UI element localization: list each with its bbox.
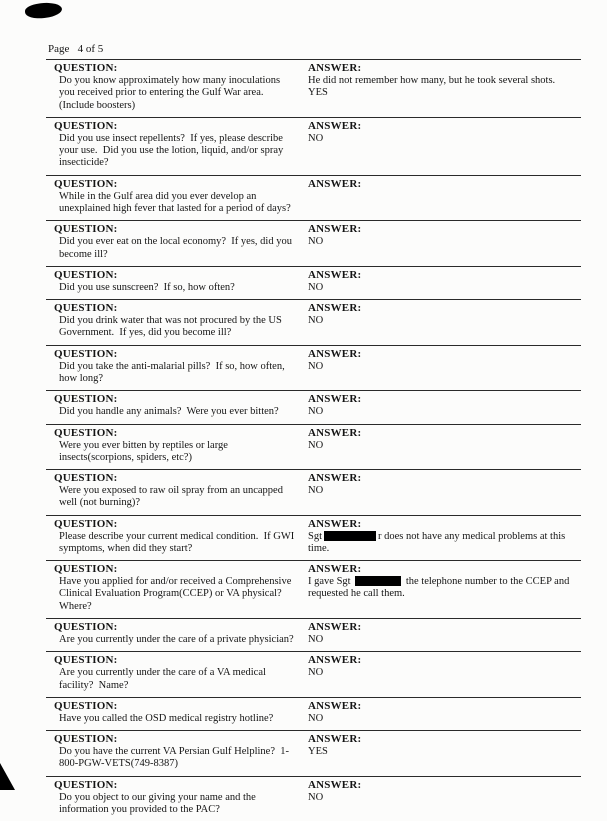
question-header: QUESTION:: [54, 119, 118, 132]
answer-cell: [306, 178, 581, 216]
question-header: QUESTION:: [54, 654, 118, 667]
answer-cell: [306, 62, 581, 112]
table-row: [46, 776, 581, 821]
question-cell: [46, 223, 306, 261]
question-text: Were you exposed to raw oil spray from an uncapped well (not burning)?: [59, 485, 286, 509]
question-header: QUESTION:: [54, 563, 118, 576]
table-row: [46, 651, 581, 697]
table-row: [46, 175, 581, 221]
question-text: Did you drink water that was not procured by the US Government. If yes, did you become ill?: [59, 315, 285, 339]
table-row: [46, 220, 581, 266]
question-text: Do you know approximately how many inoculations you received prior to entering the Gulf War area. (Include boosters): [59, 75, 283, 111]
answer-text: I gave Sgt the telephone number to the CCEP and requested he call them.: [308, 576, 572, 600]
answer-text: NO: [308, 281, 324, 293]
question-cell: [46, 427, 306, 465]
question-text: Have you applied for and/or received a Comprehensive Clinical Evaluation Program(CCEP) or VA physical? Where?: [59, 576, 294, 612]
question-cell: [46, 472, 306, 510]
answer-text: NO: [308, 667, 324, 679]
question-header: QUESTION:: [54, 699, 118, 712]
question-header: QUESTION:: [54, 472, 118, 485]
answer-cell: [306, 654, 581, 692]
answer-text: NO: [308, 315, 324, 327]
answer-cell: [306, 733, 581, 771]
page-number: Page 4 of 5: [48, 43, 104, 55]
question-text: Did you ever eat on the local economy? If yes, did you become ill?: [59, 236, 295, 260]
table-row: [46, 515, 581, 561]
answer-cell: [306, 269, 581, 294]
question-text: While in the Gulf area did you ever develop an unexplained high fever that lasted for a period of days?: [59, 190, 291, 214]
question-cell: [46, 62, 306, 112]
question-header: QUESTION:: [54, 268, 118, 281]
answer-cell: [306, 621, 581, 646]
answer-header: ANSWER:: [308, 654, 362, 667]
question-text: Did you take the anti-malarial pills? If so, how often, how long?: [59, 360, 288, 384]
answer-text: NO: [308, 132, 324, 144]
redaction-bar: [355, 576, 401, 586]
question-text: Did you use sunscreen? If so, how often?: [59, 281, 235, 293]
answer-cell: [306, 120, 581, 170]
scan-artifact-top: [24, 1, 63, 20]
question-text: Did you use insect repellents? If yes, please describe your use. Did you use the lotion, liquid, and/or spray insecticide?: [59, 132, 286, 169]
table-row: [46, 469, 581, 515]
question-header: QUESTION:: [54, 393, 118, 406]
question-text: Are you currently under the care of a private physician?: [59, 634, 294, 646]
table-row: [46, 299, 581, 345]
answer-cell: [306, 518, 581, 556]
question-cell: [46, 302, 306, 340]
question-cell: [46, 779, 306, 817]
answer-header: ANSWER:: [308, 347, 362, 360]
qa-table: [46, 59, 581, 821]
answer-header: ANSWER:: [308, 119, 362, 132]
answer-text: NO: [308, 236, 324, 248]
question-header: QUESTION:: [54, 426, 118, 439]
question-header: QUESTION:: [54, 302, 118, 315]
table-row: [46, 730, 581, 776]
question-header: QUESTION:: [54, 621, 118, 634]
answer-text: NO: [308, 791, 324, 803]
table-row: [46, 266, 581, 299]
question-text: Do you have the current VA Persian Gulf Helpline? 1-800-PGW-VETS(749-8387): [59, 746, 289, 770]
answer-text: NO: [308, 406, 324, 418]
answer-header: ANSWER:: [308, 699, 362, 712]
question-text: Have you called the OSD medical registry hotline?: [59, 712, 274, 724]
table-row: [46, 117, 581, 175]
answer-header: ANSWER:: [308, 62, 362, 74]
answer-cell: [306, 348, 581, 386]
question-cell: [46, 393, 306, 418]
answer-header: ANSWER:: [308, 426, 362, 439]
answer-header: ANSWER:: [308, 472, 362, 485]
answer-cell: [306, 563, 581, 613]
question-cell: [46, 348, 306, 386]
question-header: QUESTION:: [54, 223, 118, 236]
question-header: QUESTION:: [54, 347, 118, 360]
answer-text: YES: [308, 746, 328, 758]
table-row: [46, 390, 581, 423]
question-text: Were you ever bitten by reptiles or large insects(scorpions, spiders, etc?): [59, 439, 231, 463]
answer-header: ANSWER:: [308, 177, 362, 190]
question-header: QUESTION:: [54, 177, 118, 190]
answer-text: He did not remember how many, but he took several shots. YES: [308, 75, 556, 99]
question-cell: [46, 563, 306, 613]
answer-header: ANSWER:: [308, 302, 362, 315]
answer-cell: [306, 223, 581, 261]
table-row: [46, 59, 581, 117]
answer-text: NO: [308, 634, 324, 646]
answer-text: NO: [308, 712, 324, 724]
answer-header: ANSWER:: [308, 733, 362, 746]
answer-header: ANSWER:: [308, 621, 362, 634]
table-row: [46, 560, 581, 618]
answer-text: NO: [308, 360, 324, 372]
question-text: Did you handle any animals? Were you ever bitten?: [59, 406, 279, 418]
answer-cell: [306, 779, 581, 817]
question-header: QUESTION:: [54, 517, 118, 530]
question-header: QUESTION:: [54, 778, 118, 791]
answer-header: ANSWER:: [308, 778, 362, 791]
table-row: [46, 697, 581, 730]
question-header: QUESTION:: [54, 733, 118, 746]
answer-header: ANSWER:: [308, 563, 362, 576]
question-cell: [46, 700, 306, 725]
answer-cell: [306, 302, 581, 340]
answer-cell: [306, 700, 581, 725]
answer-text: [308, 190, 579, 191]
table-row: [46, 345, 581, 391]
question-header: QUESTION:: [54, 62, 118, 74]
answer-cell: [306, 472, 581, 510]
question-text: Do you object to our giving your name and the information you provided to the PAC?: [59, 791, 259, 815]
question-text: Are you currently under the care of a VA medical facility? Name?: [59, 667, 269, 691]
question-cell: [46, 120, 306, 170]
scan-artifact-bottom: [0, 763, 15, 790]
answer-header: ANSWER:: [308, 268, 362, 281]
question-cell: [46, 518, 306, 556]
answer-cell: [306, 393, 581, 418]
redaction-bar: [324, 531, 376, 541]
answer-text: NO: [308, 485, 324, 497]
question-text: Please describe your current medical condition. If GWI symptoms, when did they start?: [59, 530, 297, 554]
question-cell: [46, 654, 306, 692]
answer-text: Sgt r does not have any medical problems at this time.: [308, 530, 568, 554]
answer-cell: [306, 427, 581, 465]
table-row: [46, 424, 581, 470]
question-cell: [46, 733, 306, 771]
answer-header: ANSWER:: [308, 517, 362, 530]
question-cell: [46, 621, 306, 646]
answer-header: ANSWER:: [308, 223, 362, 236]
answer-header: ANSWER:: [308, 393, 362, 406]
table-row: [46, 618, 581, 651]
question-cell: [46, 269, 306, 294]
question-cell: [46, 178, 306, 216]
answer-text: NO: [308, 439, 324, 451]
